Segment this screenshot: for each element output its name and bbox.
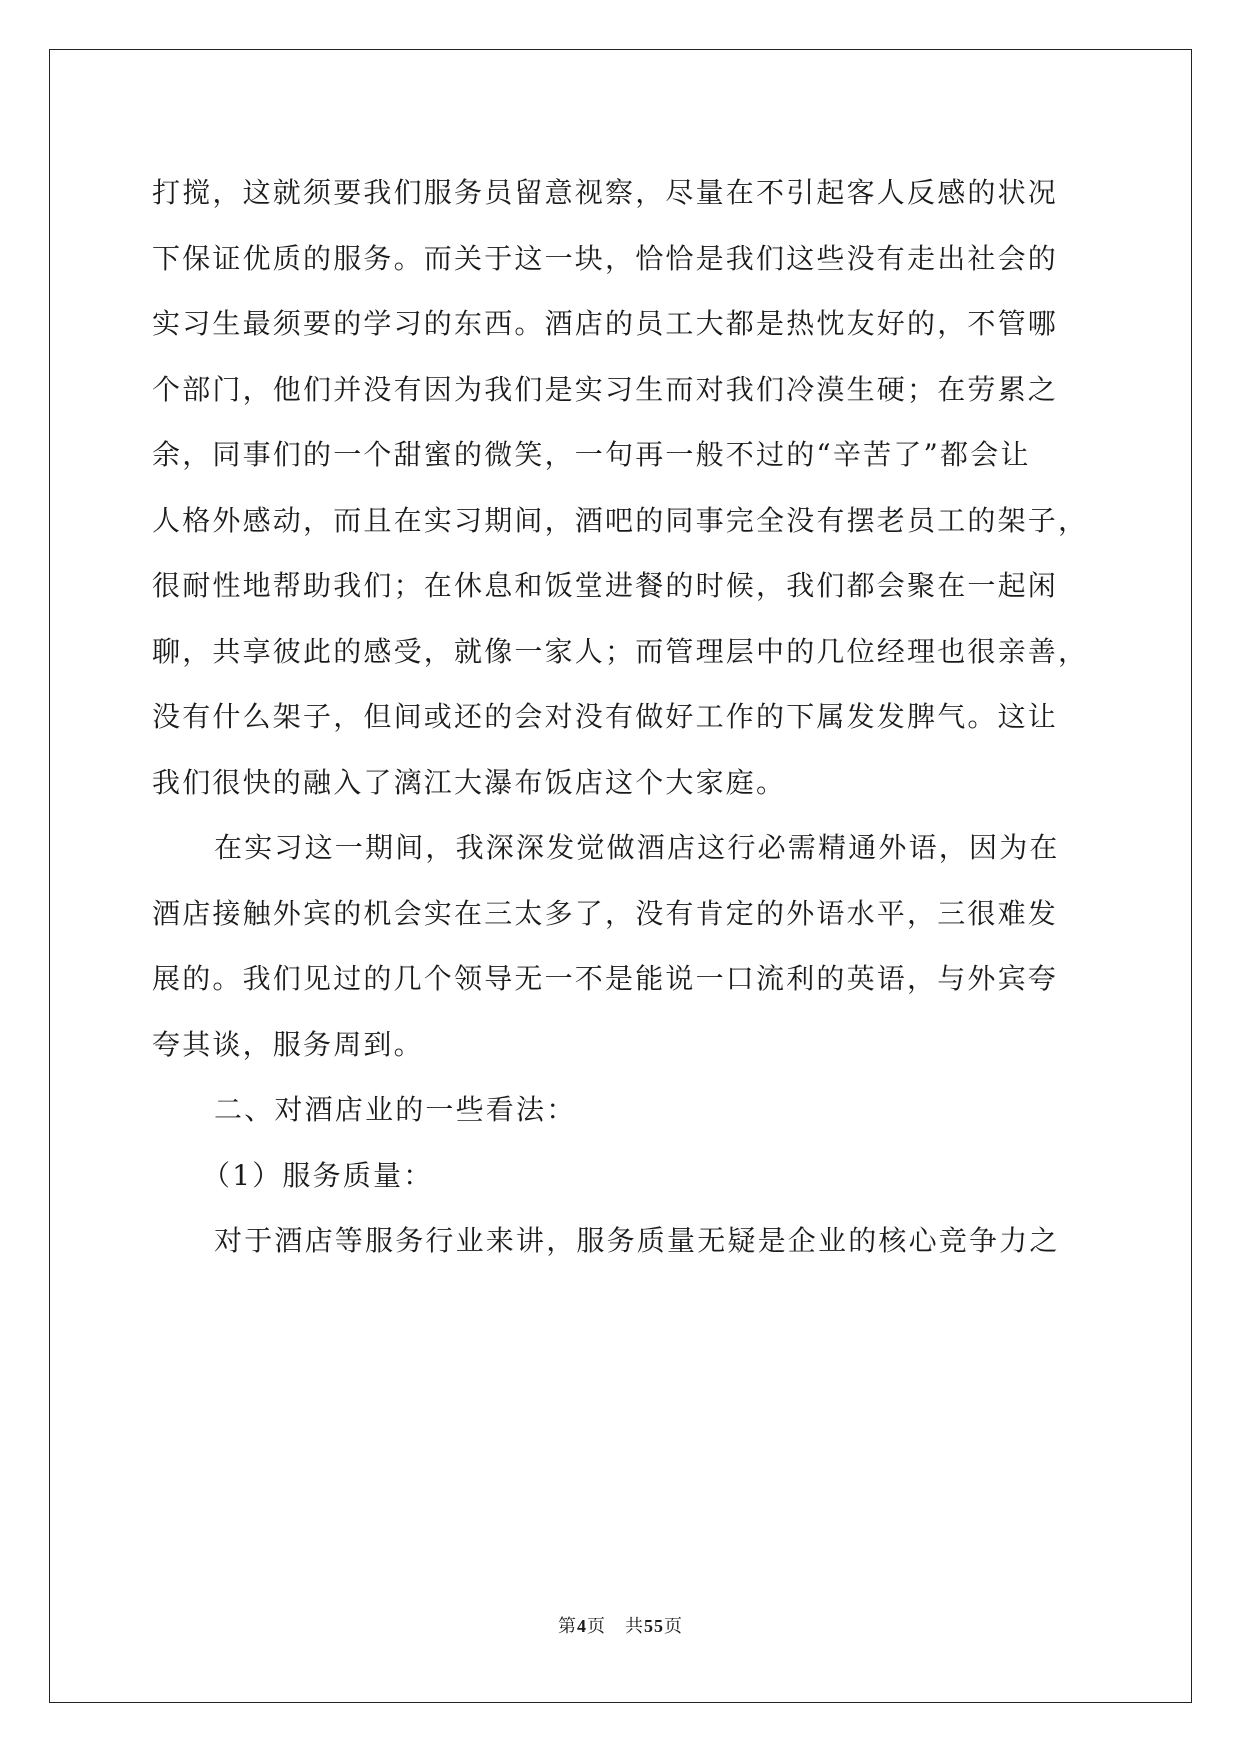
page-suffix: 页 xyxy=(664,1616,683,1637)
text-line: 下保证优质的服务。而关于这一块，恰恰是我们这些没有走出社会的 xyxy=(152,241,1059,275)
text-line: 夸其谈，服务周到。 xyxy=(152,1027,424,1061)
current-page-number: 4 xyxy=(577,1616,587,1636)
page-mid: 页 共 xyxy=(587,1616,644,1637)
text-line: 打搅，这就须要我们服务员留意视察，尽量在不引起客人反感的状况 xyxy=(152,176,1059,209)
text-line: 余，同事们的一个甜蜜的微笑，一句再一般不过的“辛苦了”都会让 xyxy=(152,438,1031,471)
text-line: 酒店接触外宾的机会实在三太多了，没有肯定的外语水平，三很难发 xyxy=(152,896,1059,930)
paragraph-start-line: 对于酒店等服务行业来讲，服务质量无疑是企业的核心竞争力之 xyxy=(214,1224,1060,1257)
document-body xyxy=(152,160,1092,1274)
text-line: 聊，共享彼此的感受，就像一家人；而管理层中的几位经理也很亲善， xyxy=(152,634,1089,668)
page-prefix: 第 xyxy=(558,1616,577,1637)
paragraph-start-line: 在实习这一期间，我深深发觉做酒店这行必需精通外语，因为在 xyxy=(214,831,1060,864)
text-line: 实习生最须要的学习的东西。酒店的员工大都是热忱友好的，不管哪 xyxy=(152,307,1059,340)
text-line: 展的。我们见过的几个领导无一不是能说一口流利的英语，与外宾夸 xyxy=(152,962,1059,995)
total-page-number: 55 xyxy=(644,1616,664,1636)
page-number-footer xyxy=(0,1612,1241,1638)
section-heading: 二、对酒店业的一些看法： xyxy=(214,1093,577,1126)
text-line: 没有什么架子，但间或还的会对没有做好工作的下属发发脾气。这让 xyxy=(152,700,1059,733)
text-line: 我们很快的融入了漓江大瀑布饭店这个大家庭。 xyxy=(152,765,787,799)
subsection-heading: （1）服务质量： xyxy=(202,1158,434,1192)
text-line: 个部门，他们并没有因为我们是实习生而对我们冷漠生硬；在劳累之 xyxy=(152,372,1059,406)
text-line: 很耐性地帮助我们；在休息和饭堂进餐的时候，我们都会聚在一起闲 xyxy=(152,569,1059,602)
text-line: 人格外感动，而且在实习期间，酒吧的同事完全没有摆老员工的架子， xyxy=(152,503,1089,537)
